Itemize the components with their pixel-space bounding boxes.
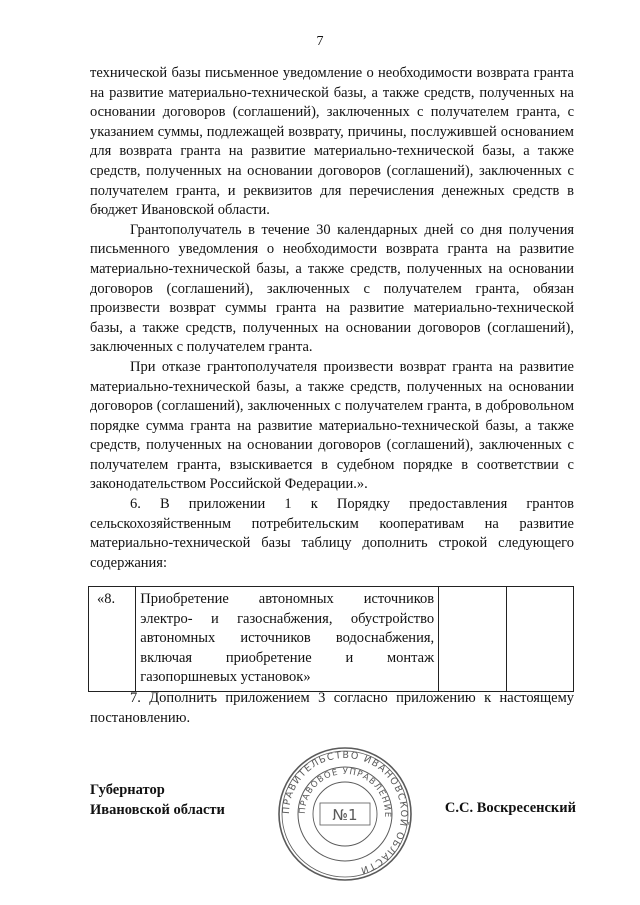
- seal-inner-text: ПРАВОВОЕ УПРАВЛЕНИЕ: [297, 766, 393, 819]
- table-cell-number: «8.: [89, 587, 136, 692]
- signature-name: С.С. Воскресенский: [444, 800, 576, 816]
- signature-title: [90, 780, 225, 820]
- table-row: [89, 587, 574, 692]
- paragraph-return-deadline: Грантополучатель в течение 30 календарных дней со дня получения письменного уведомления о необходимости возврата гранта на развитие материально-технической базы, а также средств, полученных на основании договоров (соглашений), заключенных с получателем гранта, обязан произвести возврат суммы гранта на развитие материально-технической базы, а также средств, полученных на основании договоров (соглашений), заключенных с получателем гранта.: [90, 221, 574, 356]
- table-cell-empty-4: [506, 587, 573, 692]
- paragraph-continuation: технической базы письменное уведомление о необходимости возврата гранта на развитие материально-технической базы, а также средств, полученных на основании договоров (соглашений), заключенных с получателем гранта, с указанием суммы, подлежащей возврату, причины, послужившей основанием для возврата гранта на развитие материально-технической базы, а также средств, полученных на основании договоров (соглашений), заключенных с получателем гранта, и реквизитов для перечисления денежных средств в бюджет Ивановской области.: [90, 65, 574, 219]
- table-cell-empty-3: [439, 587, 506, 692]
- paragraph-amendment-6: 6. В приложении 1 к Порядку предоставления грантов сельскохозяйственным потребительским кооперативам на развитие материально-технической базы таблицу дополнить строкой следующего содержания:: [90, 496, 574, 571]
- signature-title-line2: Ивановской области: [90, 802, 225, 818]
- paragraph-refusal: При отказе грантополучателя произвести возврат гранта на развитие материально-технической базы, а также средств, полученных на основании договоров (соглашений), заключенных с получателем гранта, в добровольном порядке сумма гранта на развитие материально-технической базы, а также средств, полученных на основании договоров (соглашений), заключенных с получателем гранта, взыскивается в судебном порядке в соответствии с законодательством Российской Федерации.».: [90, 358, 574, 493]
- table-cell-description: Приобретение автономных источников электро- и газоснабжения, обустройство автономных источников водоснабжения, включая приобретение и монтаж газопоршневых установок»: [136, 587, 439, 692]
- seal-outer-text: ПРАВИТЕЛЬСТВО ИВАНОВСКОЙ ОБЛАСТИ: [280, 749, 410, 876]
- signature-title-line1: Губернатор: [90, 782, 165, 798]
- document-body: [90, 64, 574, 573]
- page-number: 7: [316, 34, 324, 49]
- official-seal: [276, 745, 414, 883]
- seal-center-text: №1: [332, 806, 358, 824]
- paragraph-amendment-7: 7. Дополнить приложением 3 согласно приложению к настоящему постановлению.: [90, 690, 574, 726]
- amendment-table: [88, 586, 574, 692]
